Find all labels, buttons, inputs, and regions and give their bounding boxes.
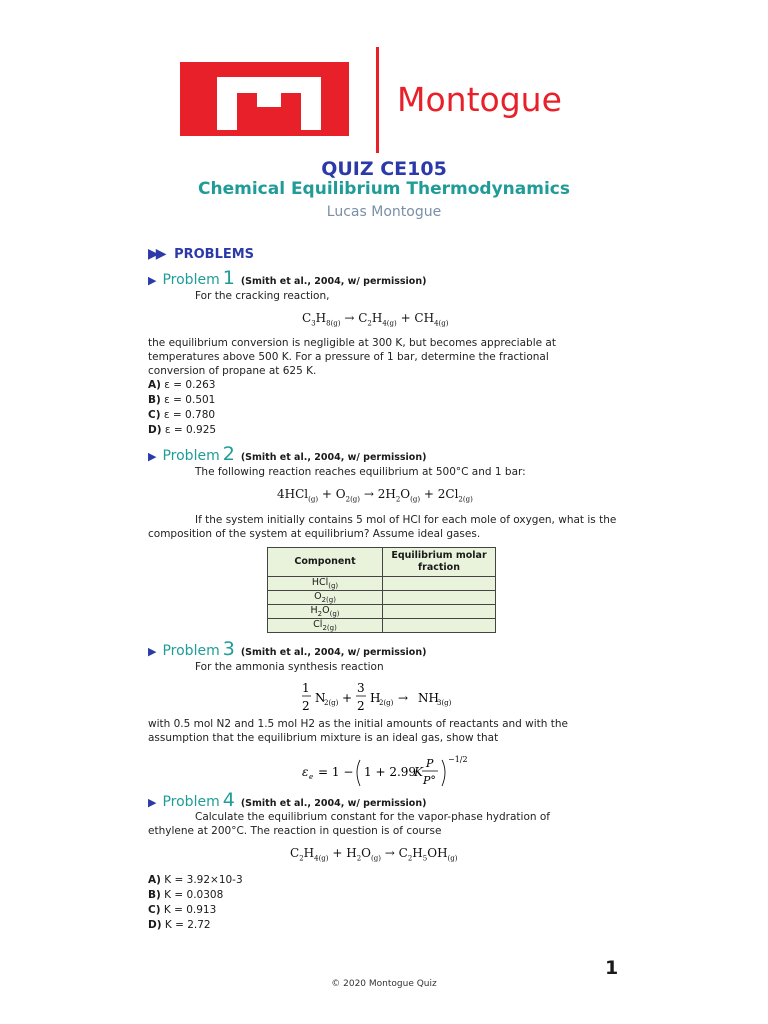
triangle-right-icon: ▶ (148, 645, 157, 658)
option-c: C) K = 0.913 (148, 904, 217, 916)
double-chevron-icon: ▶▶ (148, 246, 164, 262)
triangle-right-icon: ▶ (148, 274, 157, 287)
montogue-logo-mark (180, 62, 349, 136)
svg-text:+: + (342, 691, 353, 705)
svg-text:N: N (315, 691, 326, 705)
svg-text:H: H (370, 691, 381, 705)
problem-4-intro: Calculate the equilibrium constant for the vapor-phase hydration of ethylene at 200°C. The reaction in question is of course (148, 811, 550, 837)
svg-text:2(g): 2(g) (379, 699, 394, 707)
svg-text:3(g): 3(g) (437, 699, 452, 707)
table-row (268, 590, 496, 604)
problem-citation: (Smith et al., 2004, w/ permission) (240, 452, 427, 463)
problem-4-options (148, 873, 243, 933)
svg-text:K: K (414, 765, 423, 779)
logo-divider (376, 47, 379, 153)
svg-text:NH: NH (418, 691, 439, 705)
problem-3-intro: For the ammonia synthesis reaction (195, 661, 384, 673)
quiz-author: Lucas Montogue (326, 204, 442, 220)
svg-text:1: 1 (302, 681, 310, 695)
table-cell-component: $Cl_{2(g)}$ (268, 618, 383, 632)
brand-name: Montogue (397, 80, 562, 119)
table-cell-component: $O_{2(g)}$ (268, 590, 383, 604)
page-number: 1 (605, 957, 619, 979)
table-cell-empty (383, 604, 496, 618)
svg-text:−1/2: −1/2 (448, 755, 468, 764)
problem-2-heading (148, 443, 426, 465)
problem-number: 4 (222, 789, 235, 811)
option-d: D) ε = 0.925 (148, 424, 217, 436)
problem-1-equation: $C_3H_{8(g)} \to C_2H_{4(g)} + CH_{4(g)}$ (302, 311, 449, 328)
svg-text:P: P (426, 757, 434, 770)
triangle-right-icon: ▶ (148, 796, 157, 809)
problem-number: 2 (222, 443, 235, 465)
section-heading (148, 246, 254, 262)
problem-2-equation: $4HCl_{(g)} + O_{2(g)} \to 2H_2O_{(g)} + 2Cl_{2(g)}$ (277, 487, 473, 504)
option-b: B) ε = 0.501 (148, 394, 216, 406)
footer-copyright: © 2020 Montogue Quiz (331, 979, 437, 989)
svg-text:3: 3 (357, 681, 365, 695)
svg-text:1 + 2.99: 1 + 2.99 (364, 765, 417, 779)
problem-2-body: If the system initially contains 5 mol of HCl for each mole of oxygen, what is the composition of the system at equilibrium? Assume ideal gases. (148, 514, 617, 540)
ammonia-reaction-formula (302, 680, 482, 716)
composition-table-wrap (267, 547, 496, 633)
svg-text:ε: ε (302, 765, 309, 779)
triangle-right-icon: ▶ (148, 450, 157, 463)
svg-text:2: 2 (302, 699, 310, 713)
problem-3-equation (302, 680, 482, 719)
option-c: C) ε = 0.780 (148, 409, 216, 421)
problem-citation: (Smith et al., 2004, w/ permission) (240, 647, 427, 658)
composition-table (267, 547, 496, 633)
svg-text:P°: P° (423, 774, 436, 787)
problem-label: Problem (162, 448, 220, 464)
table-cell-empty (383, 577, 496, 591)
conversion-formula (302, 750, 482, 792)
option-a: A) ε = 0.263 (148, 379, 216, 391)
table-cell-component: $H_2O_{(g)}$ (268, 604, 383, 618)
problem-label: Problem (162, 272, 220, 288)
problem-3-heading (148, 638, 426, 660)
problem-1-options (148, 378, 216, 438)
problem-1-intro: For the cracking reaction, (195, 290, 330, 302)
logo-glyph-icon (180, 62, 349, 136)
problem-4-equation: $C_2H_{4(g)} + H_2O_{(g)} \to C_2H_5OH_{(g)}$ (290, 846, 458, 863)
table-row (268, 604, 496, 618)
option-b: B) K = 0.0308 (148, 889, 224, 901)
svg-text:2(g): 2(g) (324, 699, 339, 707)
svg-text:= 1 −: = 1 − (318, 765, 354, 779)
table-header: Component (268, 548, 383, 577)
svg-text:→: → (398, 691, 409, 705)
option-a: A) K = 3.92×10-3 (148, 874, 243, 886)
problem-1-heading (148, 267, 426, 289)
problem-number: 3 (222, 638, 235, 660)
problem-label: Problem (162, 643, 220, 659)
section-title: PROBLEMS (174, 247, 255, 262)
problem-citation: (Smith et al., 2004, w/ permission) (240, 276, 427, 287)
svg-text:2: 2 (357, 699, 365, 713)
table-cell-empty (383, 590, 496, 604)
table-row (268, 618, 496, 632)
option-d: D) K = 2.72 (148, 919, 211, 931)
problem-number: 1 (222, 267, 235, 289)
quiz-subtitle: Chemical Equilibrium Thermodynamics (198, 179, 570, 199)
problem-label: Problem (162, 794, 220, 810)
problem-1-body: the equilibrium conversion is negligible at 300 K, but becomes appreciable at temperatures above 500 K. For a pressure of 1 bar, determine the fractional conversion of propane at 625 K. (148, 337, 556, 377)
problem-3-body: with 0.5 mol N2 and 1.5 mol H2 as the initial amounts of reactants and with the assumption that the equilibrium mixture is an ideal gas, show that (148, 718, 569, 744)
table-cell-component: HCl$_{(g)}$ (268, 577, 383, 591)
problem-4-heading (148, 789, 426, 811)
quiz-title: QUIZ CE105 (321, 158, 447, 180)
table-cell-empty (383, 618, 496, 632)
problem-citation: (Smith et al., 2004, w/ permission) (240, 798, 427, 809)
table-row (268, 577, 496, 591)
table-header: Equilibrium molar fraction (383, 548, 496, 577)
problem-2-intro: The following reaction reaches equilibrium at 500°C and 1 bar: (195, 466, 526, 478)
svg-text:e: e (309, 773, 314, 781)
